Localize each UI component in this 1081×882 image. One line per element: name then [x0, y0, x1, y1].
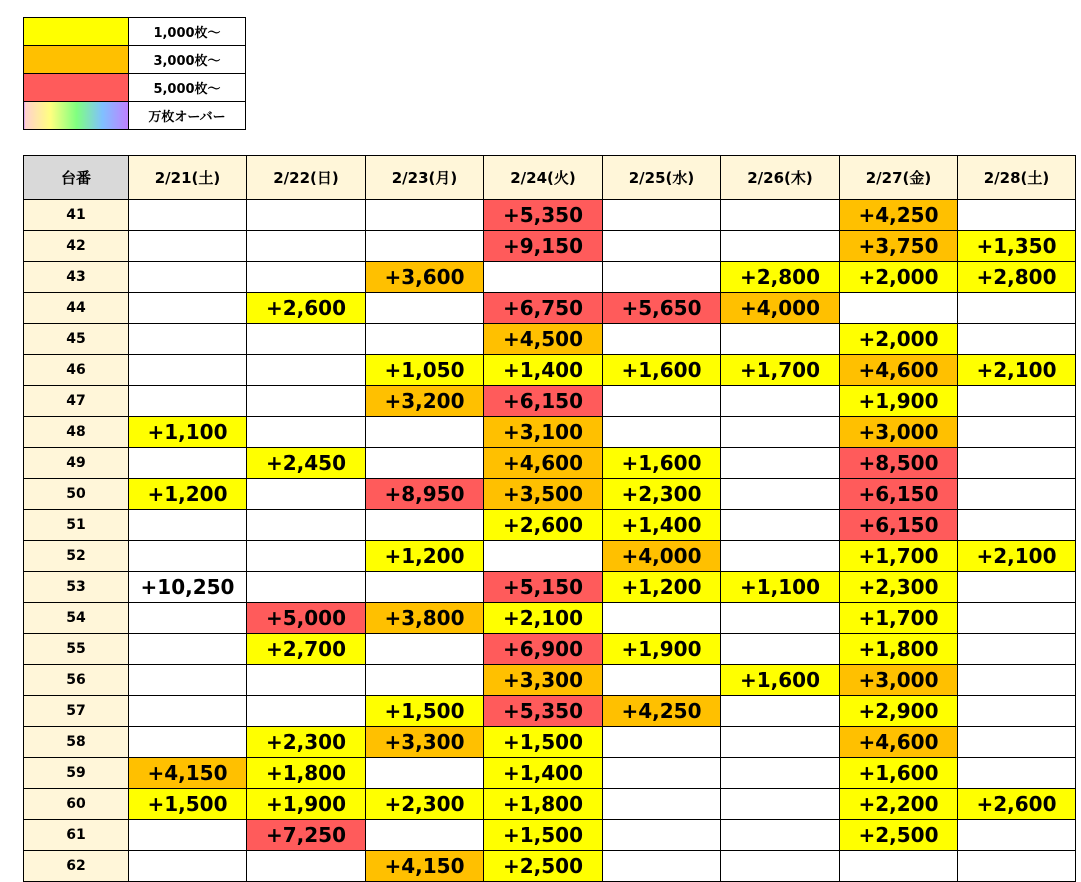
machine-number: 42 — [24, 231, 129, 262]
payout-cell: +1,900 — [840, 386, 958, 417]
payout-cell — [721, 789, 840, 820]
payout-cell — [721, 386, 840, 417]
payout-cell — [247, 665, 366, 696]
payout-cell — [603, 231, 721, 262]
machine-number: 51 — [24, 510, 129, 541]
payout-cell: +1,900 — [603, 634, 721, 665]
payout-cell: +2,300 — [366, 789, 484, 820]
table-row — [24, 510, 1076, 541]
payout-cell: +6,150 — [840, 479, 958, 510]
payout-cell: +1,500 — [484, 727, 603, 758]
machine-number: 62 — [24, 851, 129, 882]
payout-cell: +2,100 — [484, 603, 603, 634]
payout-cell: +2,100 — [958, 355, 1076, 386]
payout-cell — [603, 758, 721, 789]
payout-cell: +1,600 — [840, 758, 958, 789]
date-column-header: 2/21(土) — [129, 156, 247, 200]
payout-cell — [958, 417, 1076, 448]
payout-cell: +3,500 — [484, 479, 603, 510]
payout-cell: +2,500 — [840, 820, 958, 851]
payout-cell — [958, 510, 1076, 541]
header-row — [24, 156, 1076, 200]
payout-cell — [129, 262, 247, 293]
payout-cell — [129, 634, 247, 665]
payout-cell: +4,600 — [840, 727, 958, 758]
payout-cell — [721, 479, 840, 510]
payout-cell: +6,150 — [840, 510, 958, 541]
payout-cell — [129, 603, 247, 634]
payout-cell — [129, 231, 247, 262]
payout-table — [23, 155, 1076, 882]
table-row — [24, 324, 1076, 355]
payout-cell — [958, 293, 1076, 324]
payout-cell — [129, 851, 247, 882]
payout-cell: +4,600 — [840, 355, 958, 386]
payout-cell — [958, 665, 1076, 696]
payout-cell: +1,200 — [603, 572, 721, 603]
payout-cell — [721, 696, 840, 727]
payout-cell — [958, 603, 1076, 634]
payout-cell: +1,500 — [484, 820, 603, 851]
payout-cell — [721, 851, 840, 882]
date-column-header: 2/23(月) — [366, 156, 484, 200]
date-column-header: 2/26(木) — [721, 156, 840, 200]
payout-cell — [129, 696, 247, 727]
payout-cell: +4,600 — [484, 448, 603, 479]
payout-cell — [247, 851, 366, 882]
payout-cell — [129, 355, 247, 386]
payout-cell — [366, 758, 484, 789]
legend-row — [24, 102, 246, 130]
table-row — [24, 541, 1076, 572]
table-row — [24, 634, 1076, 665]
machine-number: 59 — [24, 758, 129, 789]
payout-cell: +1,600 — [603, 355, 721, 386]
payout-cell — [366, 448, 484, 479]
payout-cell — [721, 758, 840, 789]
payout-cell: +4,500 — [484, 324, 603, 355]
machine-number: 60 — [24, 789, 129, 820]
payout-cell: +10,250 — [129, 572, 247, 603]
table-row — [24, 572, 1076, 603]
payout-cell — [247, 510, 366, 541]
machine-number: 49 — [24, 448, 129, 479]
date-column-header: 2/24(火) — [484, 156, 603, 200]
payout-cell: +1,800 — [840, 634, 958, 665]
date-column-header: 2/28(土) — [958, 156, 1076, 200]
payout-cell — [721, 727, 840, 758]
payout-cell: +3,200 — [366, 386, 484, 417]
payout-cell: +3,800 — [366, 603, 484, 634]
payout-cell: +2,600 — [247, 293, 366, 324]
payout-cell: +2,200 — [840, 789, 958, 820]
payout-cell — [958, 634, 1076, 665]
payout-cell: +5,350 — [484, 696, 603, 727]
payout-cell — [603, 820, 721, 851]
payout-cell: +5,650 — [603, 293, 721, 324]
payout-cell: +4,000 — [721, 293, 840, 324]
legend-swatch — [24, 74, 129, 102]
machine-number: 50 — [24, 479, 129, 510]
payout-cell: +1,600 — [721, 665, 840, 696]
payout-cell — [247, 324, 366, 355]
payout-cell: +2,450 — [247, 448, 366, 479]
payout-cell — [721, 634, 840, 665]
payout-cell: +3,750 — [840, 231, 958, 262]
payout-cell: +3,000 — [840, 665, 958, 696]
payout-cell: +2,000 — [840, 262, 958, 293]
payout-cell: +1,800 — [247, 758, 366, 789]
payout-cell — [366, 572, 484, 603]
payout-cell — [129, 665, 247, 696]
payout-cell — [958, 696, 1076, 727]
payout-cell: +4,250 — [603, 696, 721, 727]
table-row — [24, 603, 1076, 634]
payout-cell: +4,250 — [840, 200, 958, 231]
payout-cell: +2,500 — [484, 851, 603, 882]
payout-cell — [603, 851, 721, 882]
payout-cell: +1,500 — [129, 789, 247, 820]
payout-cell — [366, 324, 484, 355]
payout-cell: +6,900 — [484, 634, 603, 665]
payout-cell — [129, 820, 247, 851]
legend-row — [24, 74, 246, 102]
payout-cell — [721, 603, 840, 634]
payout-cell — [603, 386, 721, 417]
payout-cell — [484, 262, 603, 293]
machine-number: 52 — [24, 541, 129, 572]
payout-cell — [247, 262, 366, 293]
payout-cell: +2,600 — [958, 789, 1076, 820]
payout-cell: +6,750 — [484, 293, 603, 324]
payout-cell: +3,100 — [484, 417, 603, 448]
payout-cell — [840, 851, 958, 882]
payout-cell — [603, 789, 721, 820]
payout-cell — [958, 479, 1076, 510]
payout-cell: +1,400 — [484, 758, 603, 789]
payout-cell — [958, 820, 1076, 851]
machine-number: 61 — [24, 820, 129, 851]
table-row — [24, 851, 1076, 882]
payout-cell: +1,200 — [129, 479, 247, 510]
legend-label: 5,000枚～ — [129, 74, 246, 102]
payout-cell — [721, 820, 840, 851]
date-column-header: 2/22(日) — [247, 156, 366, 200]
payout-cell — [603, 324, 721, 355]
table-row — [24, 727, 1076, 758]
legend-swatch — [24, 46, 129, 74]
payout-cell — [129, 386, 247, 417]
payout-cell: +1,400 — [603, 510, 721, 541]
table-row — [24, 448, 1076, 479]
machine-number: 45 — [24, 324, 129, 355]
payout-cell — [247, 355, 366, 386]
payout-cell: +4,000 — [603, 541, 721, 572]
payout-cell — [721, 231, 840, 262]
payout-cell — [366, 665, 484, 696]
payout-cell — [958, 851, 1076, 882]
payout-cell — [603, 727, 721, 758]
payout-cell: +2,300 — [840, 572, 958, 603]
table-row — [24, 386, 1076, 417]
payout-cell: +1,600 — [603, 448, 721, 479]
table-row — [24, 200, 1076, 231]
machine-number: 55 — [24, 634, 129, 665]
payout-cell: +2,300 — [247, 727, 366, 758]
payout-cell — [603, 262, 721, 293]
machine-number: 53 — [24, 572, 129, 603]
payout-cell: +2,800 — [958, 262, 1076, 293]
payout-cell — [129, 510, 247, 541]
table-row — [24, 820, 1076, 851]
payout-cell — [840, 293, 958, 324]
payout-cell — [247, 696, 366, 727]
table-row — [24, 479, 1076, 510]
payout-cell — [366, 293, 484, 324]
machine-number: 57 — [24, 696, 129, 727]
table-row — [24, 231, 1076, 262]
payout-cell: +1,050 — [366, 355, 484, 386]
payout-cell: +1,100 — [721, 572, 840, 603]
payout-cell: +1,500 — [366, 696, 484, 727]
payout-cell: +5,150 — [484, 572, 603, 603]
payout-cell: +2,300 — [603, 479, 721, 510]
table-row — [24, 262, 1076, 293]
payout-cell: +1,800 — [484, 789, 603, 820]
payout-cell: +5,350 — [484, 200, 603, 231]
payout-cell — [129, 200, 247, 231]
payout-cell: +9,150 — [484, 231, 603, 262]
payout-cell — [247, 231, 366, 262]
table-row — [24, 758, 1076, 789]
payout-cell — [366, 820, 484, 851]
table-row — [24, 696, 1076, 727]
payout-cell — [721, 448, 840, 479]
date-column-header: 2/25(水) — [603, 156, 721, 200]
payout-cell: +1,700 — [840, 541, 958, 572]
machine-number: 47 — [24, 386, 129, 417]
payout-cell — [366, 417, 484, 448]
payout-cell — [366, 200, 484, 231]
payout-cell — [366, 510, 484, 541]
payout-cell — [366, 231, 484, 262]
payout-cell — [247, 541, 366, 572]
payout-cell — [958, 386, 1076, 417]
payout-cell: +6,150 — [484, 386, 603, 417]
legend-swatch — [24, 18, 129, 46]
table-row — [24, 417, 1076, 448]
payout-cell: +1,700 — [840, 603, 958, 634]
payout-cell — [129, 448, 247, 479]
payout-cell — [721, 510, 840, 541]
payout-cell: +7,250 — [247, 820, 366, 851]
payout-cell: +8,950 — [366, 479, 484, 510]
table-row — [24, 355, 1076, 386]
payout-cell — [721, 541, 840, 572]
payout-cell — [958, 572, 1076, 603]
payout-cell — [366, 634, 484, 665]
payout-cell: +1,350 — [958, 231, 1076, 262]
date-column-header: 2/27(金) — [840, 156, 958, 200]
payout-cell — [721, 324, 840, 355]
payout-cell: +2,900 — [840, 696, 958, 727]
table-row — [24, 293, 1076, 324]
payout-cell — [247, 479, 366, 510]
table-row — [24, 665, 1076, 696]
corner-header: 台番 — [24, 156, 129, 200]
machine-number: 44 — [24, 293, 129, 324]
machine-number: 41 — [24, 200, 129, 231]
payout-cell — [129, 727, 247, 758]
payout-cell: +4,150 — [129, 758, 247, 789]
payout-cell — [129, 324, 247, 355]
legend-swatch — [24, 102, 129, 130]
payout-cell — [958, 758, 1076, 789]
payout-cell — [247, 572, 366, 603]
payout-cell — [603, 200, 721, 231]
payout-cell: +1,400 — [484, 355, 603, 386]
machine-number: 46 — [24, 355, 129, 386]
payout-cell: +1,900 — [247, 789, 366, 820]
payout-cell — [603, 417, 721, 448]
legend-label: 万枚オーバー — [129, 102, 246, 130]
table-row — [24, 789, 1076, 820]
color-legend — [23, 17, 246, 130]
payout-cell: +8,500 — [840, 448, 958, 479]
legend-row — [24, 18, 246, 46]
machine-number: 56 — [24, 665, 129, 696]
legend-row — [24, 46, 246, 74]
payout-cell: +3,000 — [840, 417, 958, 448]
payout-cell — [129, 293, 247, 324]
payout-cell: +2,600 — [484, 510, 603, 541]
machine-number: 58 — [24, 727, 129, 758]
payout-cell: +3,300 — [366, 727, 484, 758]
payout-cell — [958, 448, 1076, 479]
payout-cell — [958, 324, 1076, 355]
payout-cell — [958, 727, 1076, 758]
payout-cell — [721, 417, 840, 448]
payout-cell — [958, 200, 1076, 231]
payout-cell: +4,150 — [366, 851, 484, 882]
payout-cell: +2,100 — [958, 541, 1076, 572]
machine-number: 54 — [24, 603, 129, 634]
payout-cell: +1,100 — [129, 417, 247, 448]
payout-cell: +2,800 — [721, 262, 840, 293]
payout-cell — [603, 665, 721, 696]
payout-cell: +2,000 — [840, 324, 958, 355]
machine-number: 43 — [24, 262, 129, 293]
payout-cell: +3,300 — [484, 665, 603, 696]
payout-cell — [721, 200, 840, 231]
legend-label: 1,000枚～ — [129, 18, 246, 46]
payout-cell — [484, 541, 603, 572]
payout-cell — [247, 417, 366, 448]
payout-cell: +2,700 — [247, 634, 366, 665]
legend-label: 3,000枚～ — [129, 46, 246, 74]
payout-cell: +3,600 — [366, 262, 484, 293]
payout-cell — [247, 386, 366, 417]
machine-number: 48 — [24, 417, 129, 448]
payout-cell — [603, 603, 721, 634]
payout-cell — [247, 200, 366, 231]
payout-cell: +5,000 — [247, 603, 366, 634]
payout-cell: +1,200 — [366, 541, 484, 572]
payout-cell — [129, 541, 247, 572]
payout-cell: +1,700 — [721, 355, 840, 386]
